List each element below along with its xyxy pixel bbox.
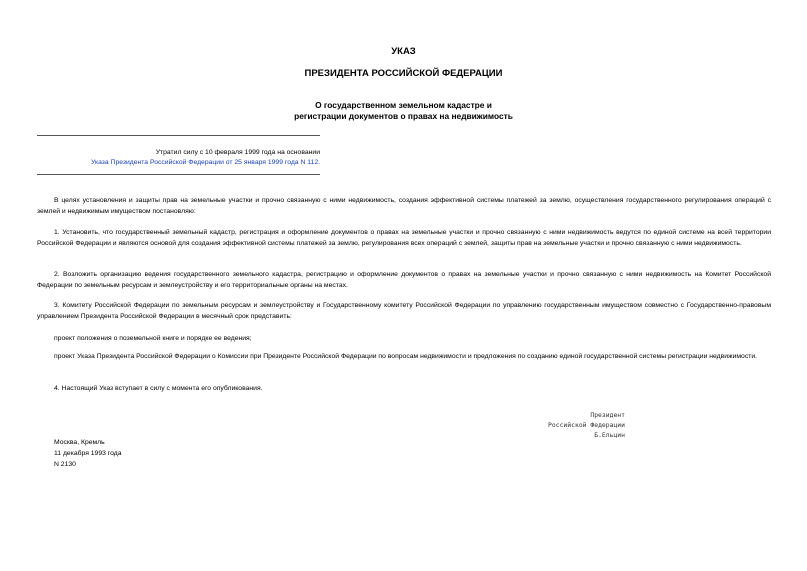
- issuer-heading: ПРЕЗИДЕНТА РОССИЙСКОЙ ФЕДЕРАЦИИ: [304, 68, 503, 79]
- signature-block: [500, 410, 625, 440]
- clause-4-paragraph: 4. Настоящий Указ вступает в силу с момента его опубликования.: [54, 385, 263, 392]
- subject-line-1: О государственном земельном кадастре и: [315, 100, 492, 110]
- clause-2-paragraph: 2. Возложить организацию ведения государственного земельного кадастра, регистрацию и оформление документов о правах на земельные участки и прочно связанную с ними недвижимость на Комитет Российской Федерации по земельным ресурсам и землеустройству и его территориальные органы на местах.: [37, 271, 771, 289]
- clause-1-paragraph: 1. Установить, что государственный земельный кадастр, регистрация и оформление документов о правах на земельные участки и прочно связанную с ними недвижимость ведутся по единой системе на всей территории Российской Федерации и являются основой для создания эффективной системы платежей за землю, регулирования всех операций с землей, защиты прав на земельные участки и прочно связанную с ними недвижимость.: [37, 229, 771, 247]
- top-divider: [37, 135, 320, 136]
- bottom-divider: [37, 174, 320, 175]
- preamble-paragraph: В целях установления и защиты прав на земельные участки и прочно связанную с ними недвижимость, создания эффективной системы платежей за землю, осуществления государственного регулирования операций с землей и недвижимым имуществом постановляю:: [37, 197, 771, 215]
- signing-date: 11 декабря 1993 года: [54, 450, 122, 457]
- clause-3-item-1: проект положения о поземельной книге и порядке ее ведения;: [54, 335, 252, 342]
- document-type-heading: УКАЗ: [391, 46, 416, 57]
- decree-number: N 2130: [54, 461, 76, 468]
- signing-place: Москва, Кремль: [54, 439, 105, 446]
- place-date-block: [54, 437, 121, 470]
- signatory-country: Российской Федерации: [548, 421, 625, 429]
- clause-3-item-2: проект Указа Президента Российской Федерации о Комиссии при Президенте Российской Федерации по вопросам недвижимости и предложения по созданию единой государственной системы регистрации недвижимости.: [54, 353, 758, 360]
- repeal-decree-link[interactable]: Указа Президента Российской Федерации от 25 января 1999 года N 112.: [90, 159, 320, 166]
- subject-line-2: регистрации документов о правах на недвижимость: [294, 111, 513, 121]
- signatory-name: Б.Ельцин: [594, 431, 625, 439]
- repeal-notice: Утратил силу с 10 февраля 1999 года на основании: [155, 149, 320, 156]
- signatory-title: Президент: [590, 411, 625, 419]
- clause-3-paragraph: 3. Комитету Российской Федерации по земельным ресурсам и землеустройству и Государственному комитету Российской Федерации по управлению государственным имуществом совместно с Государственно-правовым управлением Президента Российской Федерации в месячный срок представить:: [37, 302, 771, 320]
- document-subject: [0, 100, 807, 122]
